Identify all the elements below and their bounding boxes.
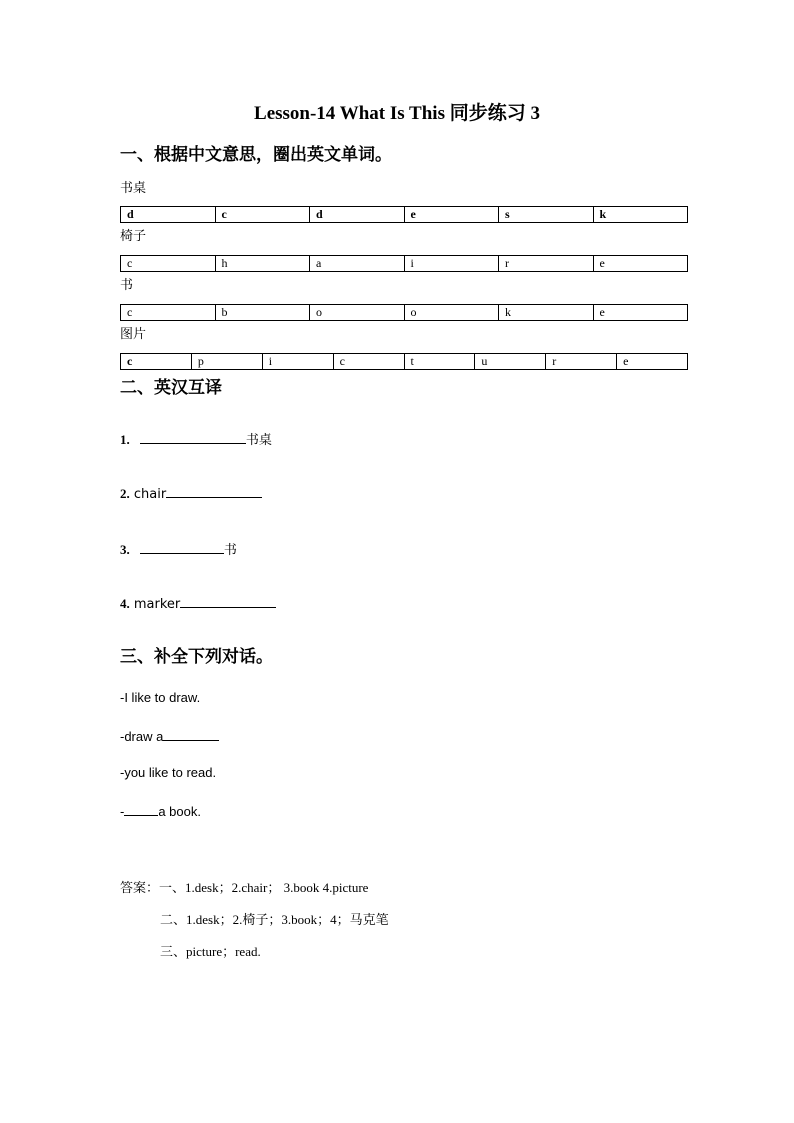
letter-cell[interactable]: d (310, 207, 405, 223)
item3-label: 书 (120, 278, 134, 293)
letter-cell[interactable]: h (215, 256, 310, 272)
question-text: 书桌 (245, 433, 272, 448)
letter-cell[interactable]: c (121, 354, 192, 370)
answer-blank[interactable] (166, 484, 262, 498)
letter-grid-chair (120, 255, 688, 272)
letter-cell[interactable]: u (475, 354, 546, 370)
answers-label: 答案： (120, 880, 160, 895)
section2-heading: 二、英汉互译 (120, 378, 222, 398)
letter-cell[interactable]: e (593, 305, 688, 321)
dialogue-line-4 (120, 802, 201, 819)
item2-label: 椅子 (120, 229, 147, 244)
letter-cell[interactable]: k (593, 207, 688, 223)
translation-q1 (120, 429, 272, 448)
answer-blank[interactable] (180, 594, 276, 608)
letter-cell[interactable]: o (404, 305, 499, 321)
letter-cell[interactable]: d (121, 207, 216, 223)
letter-cell[interactable]: t (404, 354, 475, 370)
letter-grid-desk (120, 206, 688, 223)
letter-cell[interactable]: c (333, 354, 404, 370)
letter-cell[interactable]: c (121, 305, 216, 321)
dialogue-line-2 (120, 727, 219, 744)
letter-cell[interactable]: k (499, 305, 594, 321)
letter-cell[interactable]: o (310, 305, 405, 321)
dialogue-text: -draw a (120, 729, 164, 744)
answers-line-2: 二、1.desk；2.椅子；3.book；4；马克笔 (160, 912, 389, 927)
letter-cell[interactable]: s (499, 207, 594, 223)
answer-blank[interactable] (163, 727, 219, 741)
letter-cell[interactable]: e (404, 207, 499, 223)
translation-q4 (120, 594, 276, 612)
dialogue-line-3: -you like to read. (120, 765, 217, 780)
dialogue-text: a book. (158, 804, 201, 819)
letter-cell[interactable]: c (121, 256, 216, 272)
question-text: chair (133, 487, 167, 502)
dialogue-line-1: -I like to draw. (120, 690, 201, 705)
letter-cell[interactable]: c (215, 207, 310, 223)
question-text: 书 (223, 543, 237, 558)
section3-heading: 三、补全下列对话。 (120, 647, 273, 667)
question-number: 4. (120, 596, 130, 611)
letter-cell[interactable]: a (310, 256, 405, 272)
item1-label: 书桌 (120, 181, 147, 196)
letter-cell[interactable]: p (191, 354, 262, 370)
dialogue-text: - (120, 804, 125, 819)
item4-label: 图片 (120, 327, 147, 342)
answer-blank[interactable] (140, 540, 224, 554)
letter-cell[interactable]: e (593, 256, 688, 272)
letter-cell[interactable]: b (215, 305, 310, 321)
question-number: 2. (120, 486, 130, 501)
letter-cell[interactable]: r (546, 354, 617, 370)
question-number: 1. (120, 432, 130, 447)
question-text: marker (133, 597, 181, 612)
letter-grid-picture (120, 353, 688, 370)
letter-cell[interactable]: e (617, 354, 688, 370)
letter-grid-book (120, 304, 688, 321)
section1-heading: 一、根据中文意思，圈出英文单词。 (120, 145, 392, 165)
page-title: Lesson-14 What Is This 同步练习 3 (254, 103, 540, 124)
letter-cell[interactable]: r (499, 256, 594, 272)
answers-line-3: 三、picture；read. (160, 944, 261, 959)
question-number: 3. (120, 542, 130, 557)
letter-cell[interactable]: i (262, 354, 333, 370)
answer-blank[interactable] (124, 802, 158, 816)
answers-text: 一、1.desk；2.chair； 3.book 4.picture (159, 880, 369, 895)
translation-q2 (120, 484, 262, 502)
translation-q3 (120, 539, 237, 558)
answers-line-1 (120, 877, 368, 896)
letter-cell[interactable]: i (404, 256, 499, 272)
answer-blank[interactable] (140, 430, 246, 444)
